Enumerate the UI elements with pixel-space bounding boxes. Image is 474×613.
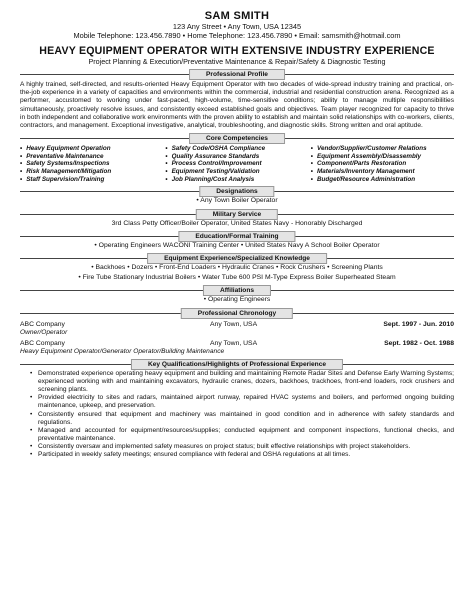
competencies-column (311, 145, 454, 183)
competency-item: • Staff Supervision/Training (20, 176, 163, 184)
qualifications-list (20, 370, 454, 459)
section-title: Designations (199, 186, 274, 197)
section-title: Affiliations (203, 285, 271, 296)
contact-line: Mobile Telephone: 123.456.7890 • Home Telephone: 123.456.7890 • Email: samsmith@hotmail.com (73, 31, 401, 40)
job-dates: Sept. 1997 - Jun. 2010 (383, 320, 454, 328)
resume-subheadline: Project Planning & Execution/Preventative Maintenance & Repair/Safety & Diagnostic Testing (88, 57, 386, 66)
profile-text: A highly trained, self-directed, and results-oriented Heavy Equipment Operator with two decades of wide-spread industry training and practical, on-the-job experience in a variety of capacities and environments within the commercial, industrial and residential construction arena. Recognized as a performer, accustomed to working under fast-paced, high-volume, time-sensitive conditions; ability to manage multiple responsibilities simultaneously, proactively resolve issues, and consistently exceed established goals and objectives. Team player recognized for capacity to thrive in both independent and collaborative work environments with the proven ability to establish and maintain solid relationships with co-workers, clients, contractors, and management. Exceptional investigative, analytical, troubleshooting, and diagnostic skills. Strong written and oral aptitude. (20, 81, 454, 130)
education-text: • Operating Engineers WACONI Training Center • United States Navy A School Boiler Operator (94, 242, 380, 249)
qualification-item: • Participated in weekly safety meetings; ensured compliance with federal and OSHA regulations at all times. (30, 451, 454, 459)
section-header-qualifications (20, 359, 454, 369)
job-company: ABC Company (20, 339, 65, 347)
equipment-line: • Backhoes • Dozers • Front-End Loaders • Hydraulic Cranes • Rock Crushers • Screening Plants (91, 264, 383, 272)
section-header-designations (20, 186, 454, 196)
job-dates: Sept. 1982 - Oct. 1988 (384, 339, 454, 347)
competency-item: • Component/Parts Restoration (311, 160, 454, 168)
job-role: Heavy Equipment Operator/Generator Operator/Building Maintenance (20, 348, 225, 356)
section-title: Professional Chronology (181, 308, 293, 319)
qualification-item: • Demonstrated experience operating heavy equipment and building and maintaining Remote Radar Sites and Defense Early Warning Systems; experienced working with and maintaining excavators, hydraulic cranes, dozers, backhoes, trackhoes, front-end loaders, rock crushers and screening plants. (30, 370, 454, 394)
competency-item: • Risk Management/Mitigation (20, 168, 163, 176)
section-title: Education/Formal Training (178, 231, 295, 242)
competency-item: • Vendor/Supplier/Customer Relations (311, 145, 454, 153)
competency-item: • Preventative Maintenance (20, 153, 163, 161)
section-title: Core Competencies (189, 133, 285, 144)
competency-item: • Quality Assurance Standards (165, 153, 308, 161)
job-company: ABC Company (20, 320, 65, 328)
qualification-item: • Consistently ensured that equipment and machinery was maintained in good condition and in adherence with safety standards and regulations. (30, 411, 454, 427)
candidate-name: SAM SMITH (204, 10, 270, 22)
section-header-military (20, 209, 454, 219)
military-text: 3rd Class Petty Officer/Boiler Operator, United States Navy - Honorably Discharged (111, 219, 363, 227)
designations-text: • Any Town Boiler Operator (196, 197, 278, 205)
job-entry (20, 321, 454, 329)
competency-item: • Job Planning/Cost Analysis (165, 176, 308, 184)
section-title: Military Service (196, 209, 278, 220)
competency-item: • Process Control/Improvement (165, 160, 308, 168)
equipment-line: • Fire Tube Stationary Industrial Boilers • Water Tube 600 PSI M-Type Express Boiler Superheated Steam (78, 273, 396, 281)
section-title: Professional Profile (189, 69, 285, 80)
section-header-affiliations (20, 285, 454, 295)
section-title: Equipment Experience/Specialized Knowledge (147, 253, 327, 264)
resume-headline: HEAVY EQUIPMENT OPERATOR WITH EXTENSIVE INDUSTRY EXPERIENCE (39, 45, 435, 57)
competency-item: • Safety Code/OSHA Compliance (165, 145, 308, 153)
section-header-profile (20, 69, 454, 79)
competency-item: • Safety Systems/Inspections (20, 160, 163, 168)
competencies-grid (20, 145, 454, 183)
address-line: 123 Any Street • Any Town, USA 12345 (172, 22, 302, 31)
competency-item: • Equipment Testing/Validation (165, 168, 308, 176)
competency-item: • Equipment Assembly/Disassembly (311, 153, 454, 161)
competency-item: • Budget/Resource Administration (311, 176, 454, 184)
section-header-education (20, 231, 454, 241)
qualification-item: • Consistently oversaw and implemented safety measures on project status; built effective relationships with project stakeholders. (30, 443, 454, 451)
competency-item: • Heavy Equipment Operation (20, 145, 163, 153)
competency-item: • Materials/Inventory Management (311, 168, 454, 176)
qualification-item: • Provided electricity to sites and radars, maintained airport runway, repaired HVAC systems and boilers, and performed ongoing building maintenance, upkeep, and preservation. (30, 394, 454, 410)
competencies-column (20, 145, 163, 183)
job-role: Owner/Operator (20, 328, 68, 336)
section-title: Key Qualifications/Highlights of Professional Experience (131, 359, 343, 370)
qualification-item: • Managed and accounted for equipment/resources/supplies; conducted equipment and component inspections, functional checks, and preventative maintenance. (30, 427, 454, 443)
job-location: Any Town, USA (210, 339, 258, 347)
section-header-equipment (20, 253, 454, 263)
affiliations-text: • Operating Engineers (203, 296, 271, 304)
job-location: Any Town, USA (210, 320, 258, 328)
job-entry (20, 340, 454, 348)
competencies-column (165, 145, 308, 183)
section-header-chronology (20, 308, 454, 318)
section-header-competencies (20, 133, 454, 143)
